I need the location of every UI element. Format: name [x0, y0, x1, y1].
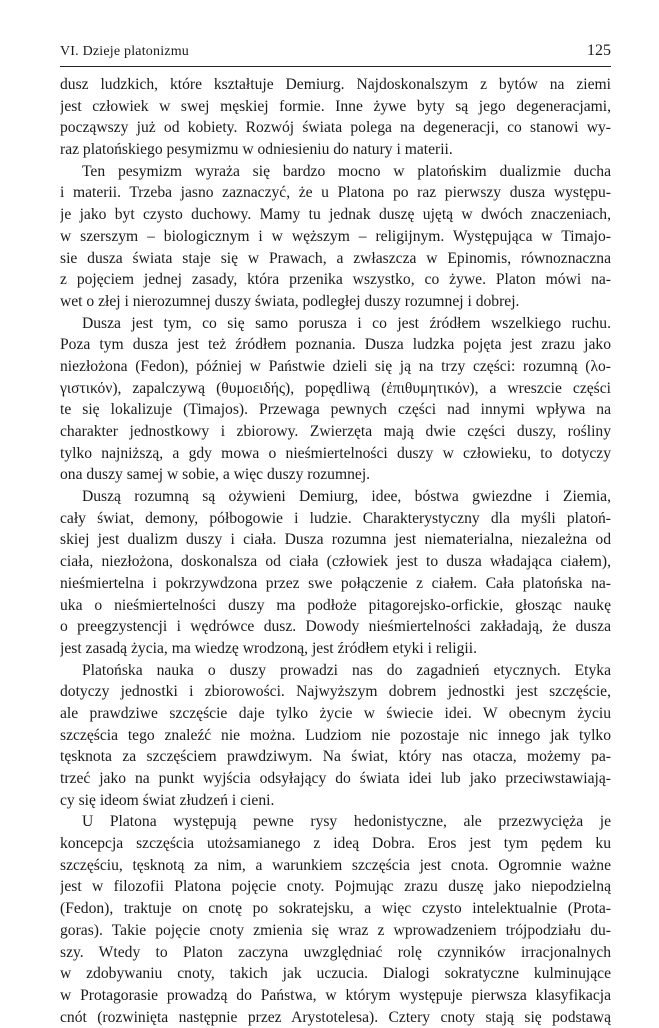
text-line: o preegzystencji i wędrówce dusz. Dowody nieśmiertelności zakładają, że dusza [60, 618, 611, 636]
text-line: tylko najniższą, a gdy mowa o nieśmiertelności duszy w człowieku, to dotyczy [60, 444, 611, 462]
text-line: charakter jednostkowy i zbiorowy. Zwierzęta mają dwie części duszy, rośliny [60, 423, 611, 440]
text-line: nieśmiertelna i pokrzywdzona przez swe połączenie z ciałem. Cała platońska na- [60, 574, 611, 592]
page-number: 125 [587, 42, 611, 59]
text-line: goras). Takie pojęcie cnoty zmienia się wraz z wprowadzeniem trójpodziału du- [60, 921, 611, 939]
text-line: koncepcja szczęścia utożsamianego z ideą Dobra. Eros jest tym pędem ku [60, 835, 611, 853]
text-line: Poza tym dusza jest też źródłem poznania. Dusza ludzka pojęta jest zrazu jako [60, 336, 611, 354]
text-line: ciała, niezłożona, doskonalsza od ciała (człowiek jest to dusza władająca ciałem), [60, 553, 611, 571]
text-line: w szerszym – biologicznym i w węższym – religijnym. Występująca w Timajo- [60, 227, 611, 245]
text-line: cały świat, demony, półbogowie i ludzie. Charakterystyczny dla myśli platoń- [60, 509, 611, 527]
text-line: sie dusza świata staje się w Prawach, a zwłaszcza w Epinomis, równoznaczna [60, 249, 611, 267]
text-line: i materii. Trzeba jasno zaznaczyć, że u Platona po raz pierwszy dusza występu- [60, 184, 611, 202]
text-line: Ten pesymizm wyraża się bardzo mocno w platońskim dualizmie ducha [82, 162, 611, 180]
text-line: ale prawdziwe szczęście daje tylko życie w świecie idei. W obecnym życiu [60, 704, 611, 722]
text-line: jest w filozofii Platona pojęcie cnoty. Pojmując zrazu duszę jako niepodzielną [60, 878, 611, 896]
text-line: szczęściu, tęsknotą za nim, a warunkiem szczęścia jest cnota. Ogromnie ważne [60, 856, 611, 874]
text-line: je jako byt czysto duchowy. Mamy tu jednak duszę ujętą w dwóch znaczeniach, [60, 206, 611, 224]
body-text [60, 74, 611, 1028]
text-line: począwszy już od kobiety. Rozwój świata polega na degeneracji, co stanowi wy- [60, 119, 611, 137]
text-line: jest człowiek w swej męskiej formie. Inne żywe byty są jego degeneracjami, [60, 97, 611, 115]
text-line: Duszą rozumną są ożywieni Demiurg, idee, bóstwa gwiezdne i Ziemia, [82, 488, 611, 506]
text-line: cy się ideom świat złudzeń i cieni. [60, 791, 275, 809]
text-line: tęsknota za szczęściem prawdziwym. Na świat, który nas otacza, możemy pa- [60, 748, 611, 766]
text-line: Dusza jest tym, co się samo porusza i co jest źródłem wszelkiego ruchu. [82, 314, 611, 332]
text-line: cnót (rozwinięta następnie przez Arystotelesa). Cztery cnoty stają się podstawą [60, 1008, 611, 1026]
text-line: jest zasadą życia, ma wiedzę wrodzoną, jest źródłem etyki i religii. [60, 639, 477, 657]
text-line: trzeć jako na punkt wyjścia odsyłający do świata idei lub jako przeciwstawiają- [60, 770, 611, 787]
text-line: z pojęciem jednej zasady, która przenika wszystko, co żywe. Platon mówi na- [60, 271, 611, 289]
text-line: uka o nieśmiertelności duszy ma podłoże pitagorejsko-orfickie, głosząc naukę [60, 596, 611, 614]
text-line: U Platona występują pewne rysy hedonistyczne, ale przezwycięża je [82, 813, 611, 831]
text-line: w zdobywaniu cnoty, takich jak uczucia. Dialogi sokratyczne kulminujące [60, 965, 611, 983]
text-line: w Protagorasie prowadzą do Państwa, w którym występuje pierwsza klasyfikacja [60, 986, 611, 1004]
text-line: te się lokalizuje (Timajos). Przewaga pewnych części nad innymi wpływa na [60, 401, 611, 419]
text-line: wet o złej i nierozumnej duszy świata, podległej duszy rozumnej i dobrej. [60, 292, 520, 310]
text-line: γιστικόν), zapalczywą (θυμοειδής), popędliwą (ἐπιθυμητικόν), a wreszcie części [60, 379, 611, 397]
text-line: raz platońskiego pesymizmu w odniesieniu do natury i materii. [60, 141, 453, 159]
text-line: skiej jest dualizm duszy i ciała. Dusza rozumna jest niematerialna, niezależna od [60, 531, 611, 549]
text-line: szczęścia tego znaleźć nie można. Ludziom nie pozostaje nic innego jak tylko [60, 726, 611, 744]
text-line: (Fedon), traktuje on cnotę po sokratejsku, a więc czysto intelektualnie (Prota- [60, 900, 611, 918]
page-header [60, 40, 611, 67]
text-line: Platońska nauka o duszy prowadzi nas do zagadnień etycznych. Etyka [82, 661, 611, 679]
text-line: dotyczy jednostki i zbiorowości. Najwyższym dobrem jednostki jest szczęście, [60, 683, 611, 701]
text-line: niezłożona (Fedon), później w Państwie dzieli się ją na trzy części: rozumną (λο- [60, 357, 611, 375]
text-line: ona duszy samej w sobie, a więc duszy rozumnej. [60, 466, 371, 484]
text-line: dusz ludzkich, które kształtuje Demiurg. Najdoskonalszym z bytów na ziemi [60, 76, 611, 93]
running-head: VI. Dzieje platonizmu [60, 44, 189, 59]
text-line: szy. Wtedy to Platon zaczyna uwzględniać rolę czynników irracjonalnych [60, 943, 611, 961]
